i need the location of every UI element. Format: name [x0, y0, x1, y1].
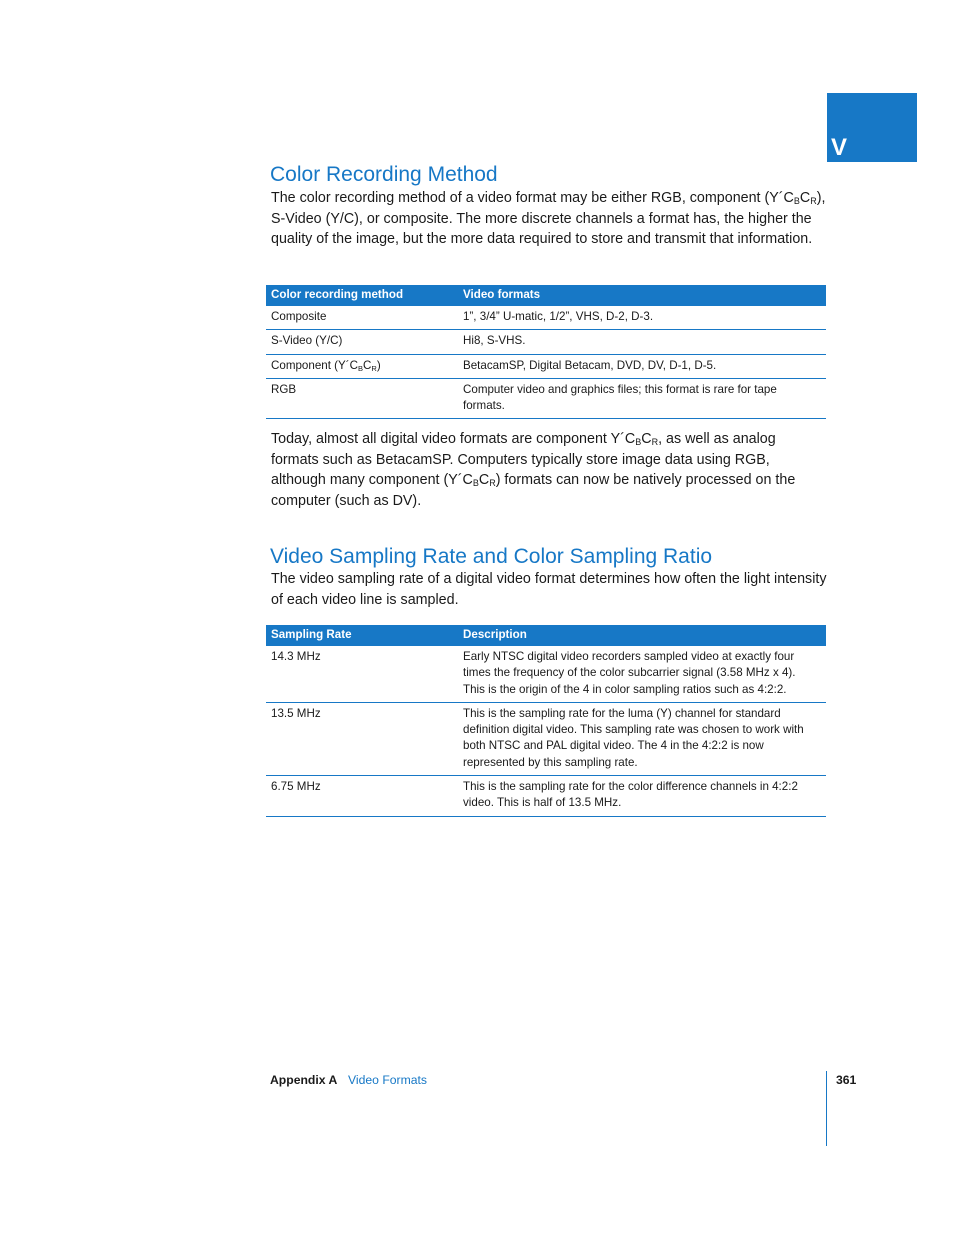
table-header-row — [266, 625, 826, 646]
chapter-tab-letter: V — [831, 134, 848, 161]
formats-cell: Computer video and graphics files; this format is rare for tape formats. — [458, 378, 826, 419]
table-row — [266, 354, 826, 378]
table-row — [266, 306, 826, 330]
column-header-formats: Video formats — [458, 285, 826, 306]
formats-cell: 1”, 3/4” U-matic, 1/2”, VHS, D-2, D-3. — [458, 306, 826, 330]
formats-cell: BetacamSP, Digital Betacam, DVD, DV, D-1, D-5. — [458, 354, 826, 378]
method-cell: Composite — [266, 306, 458, 330]
color-recording-intro: The color recording method of a video format may be either RGB, component $(Y´C_BC_R)$, S-Video (Y/C), or composite. The more discrete channels a format has, the higher the quality of the image, but the more data required to store and transmit that information. — [271, 190, 826, 247]
formats-cell: Hi8, S-VHS. — [458, 330, 826, 354]
column-header-rate: Sampling Rate — [266, 625, 458, 646]
column-header-method: Color recording method — [266, 285, 458, 306]
description-cell: Early NTSC digital video recorders sampled video at exactly four times the frequency of the color subcarrier signal (3.58 MHz x 4). This is the origin of the 4 in color sampling ratios such as 4:2:2. — [458, 646, 826, 702]
method-cell: S-Video (Y/C) — [266, 330, 458, 354]
section-title-color-recording: Color Recording Method — [270, 163, 498, 186]
footer-chapter-link[interactable]: Video Formats — [348, 1073, 428, 1087]
method-cell: RGB — [266, 378, 458, 419]
table-header-row — [266, 285, 826, 306]
description-cell: This is the sampling rate for the color difference channels in 4:2:2 video. This is half of 13.5 MHz. — [458, 776, 826, 817]
table-row — [266, 776, 826, 817]
table-row — [266, 702, 826, 775]
rate-cell: 13.5 MHz — [266, 702, 458, 775]
color-recording-table — [266, 285, 826, 419]
page-number: 361 — [836, 1073, 857, 1087]
rate-cell: 14.3 MHz — [266, 646, 458, 702]
footer-appendix-label: Appendix A — [270, 1073, 338, 1087]
table-row — [266, 646, 826, 702]
sampling-intro: The video sampling rate of a digital video format determines how often the light intensity of each video line is sampled. — [271, 571, 827, 608]
table-row — [266, 378, 826, 419]
sampling-rate-table — [266, 625, 826, 817]
table-row — [266, 330, 826, 354]
description-cell: This is the sampling rate for the luma (Y) channel for standard definition digital video. This sampling rate was chosen to work with both NTSC and PAL digital video. The 4 in the 4:2:2 is now represented by this sampling rate. — [458, 702, 826, 775]
color-recording-followup: Today, almost all digital video formats are component $Y´C_BC_R$, as well as analog formats such as BetacamSP. Computers typically store image data using RGB, although many component $(Y´C_BC_R)$ formats can now be natively processed on the computer (such as DV). — [271, 431, 796, 509]
chapter-tab — [827, 93, 917, 162]
method-cell: Component $(Y´C_BC_R)$ — [266, 354, 458, 378]
section-title-sampling: Video Sampling Rate and Color Sampling Ratio — [270, 545, 713, 568]
footer-divider — [826, 1071, 827, 1146]
column-header-description: Description — [458, 625, 826, 646]
rate-cell: 6.75 MHz — [266, 776, 458, 817]
